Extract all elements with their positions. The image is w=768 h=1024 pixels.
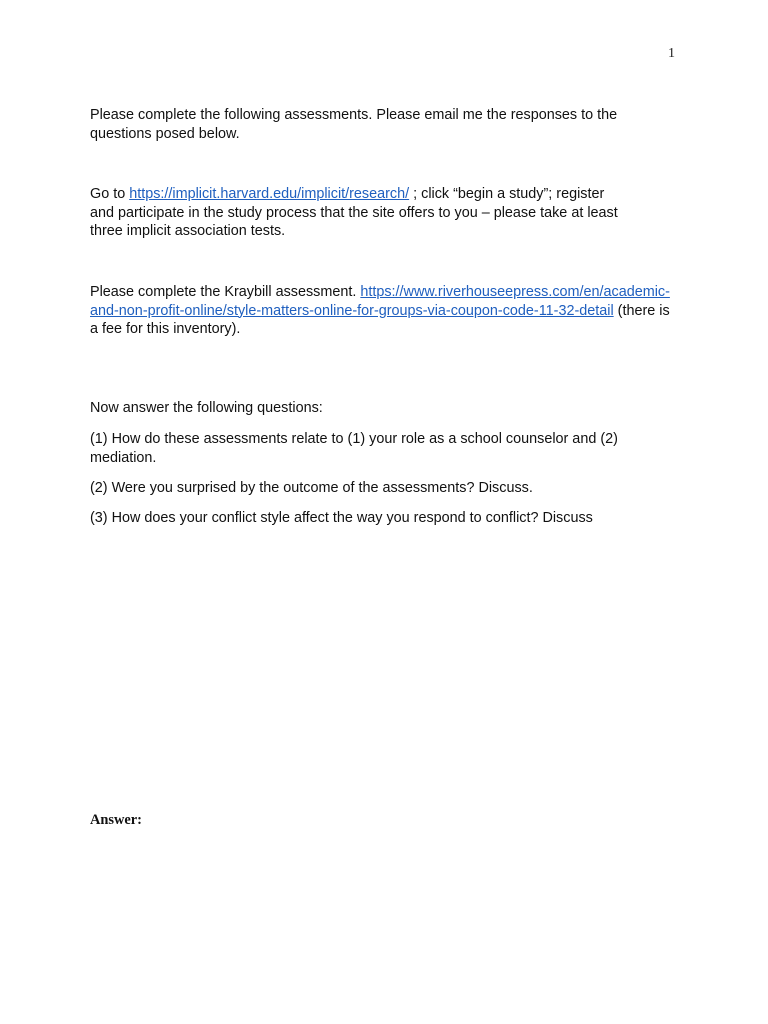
iat-prefix: Go to [90, 186, 130, 202]
questions-heading: Now answer the following questions: [90, 400, 323, 416]
intro-paragraph: Please complete the following assessments. Please email me the responses to the questions posed below. [90, 107, 618, 142]
question-item-2: (2) Were you surprised by the outcome of the assessments? Discuss. [90, 480, 533, 496]
iat-suffix: ; click “begin a study”; register and participate in the study process that the site offers to you – please take at least three implicit association tests. [90, 186, 618, 239]
kraybill-suffix: (there is a fee for this inventory). [90, 302, 670, 337]
kraybill-prefix: Please complete the Kraybill assessment. [90, 284, 361, 300]
answer-label: Answer: [90, 812, 142, 828]
question-item-3: (3) How does your conflict style affect the way you respond to conflict? Discuss [90, 510, 593, 526]
page-number: 1 [668, 46, 675, 61]
question-item-1: (1) How do these assessments relate to (1) your role as a school counselor and (2) mediation. [90, 431, 618, 466]
kraybill-link[interactable]: https://www.riverhouseepress.com/en/academic-and-non-profit-online/style-matters-online-for-groups-via-coupon-code-11-32-detail [90, 284, 670, 319]
kraybill-instruction-paragraph [90, 283, 670, 339]
iat-instruction-paragraph [90, 185, 630, 241]
iat-link[interactable]: https://implicit.harvard.edu/implicit/research/ [129, 186, 410, 202]
